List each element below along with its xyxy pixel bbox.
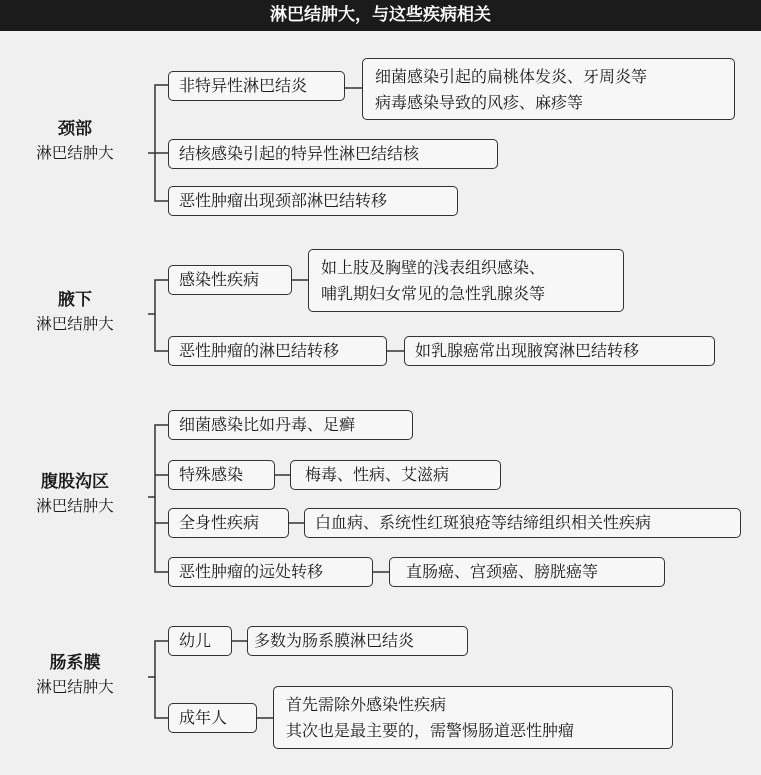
page-title: 淋巴结肿大，与这些疾病相关 — [0, 0, 761, 31]
mesentery-item-adult-detail: 首先需除外感染性疾病 其次也是最主要的，需警惕肠道恶性肿瘤 — [273, 686, 673, 749]
category-axilla — [0, 288, 150, 336]
mesentery-item-child-detail: 多数为肠系膜淋巴结炎 — [247, 626, 468, 656]
axilla-item-infection: 感染性疾病 — [168, 265, 292, 295]
neck-item-metastasis: 恶性肿瘤出现颈部淋巴结转移 — [168, 186, 458, 216]
mesentery-item-child: 幼儿 — [168, 626, 232, 656]
category-title: 颈部 — [58, 119, 92, 139]
neck-item-tuberculosis: 结核感染引起的特异性淋巴结结核 — [168, 139, 498, 169]
axilla-item-metastasis-detail: 如乳腺癌常出现腋窝淋巴结转移 — [404, 336, 715, 366]
groin-item-metastasis-detail: 直肠癌、宫颈癌、膀胱癌等 — [389, 557, 665, 587]
category-neck — [0, 117, 150, 165]
category-title: 腋下 — [58, 290, 92, 310]
groin-item-systemic: 全身性疾病 — [168, 508, 289, 538]
category-subtitle: 淋巴结肿大 — [36, 678, 114, 696]
category-groin — [0, 470, 150, 518]
category-title: 腹股沟区 — [41, 472, 109, 492]
groin-item-systemic-detail: 白血病、系统性红斑狼疮等结缔组织相关性疾病 — [304, 508, 741, 538]
category-mesentery — [0, 651, 150, 699]
axilla-item-infection-detail: 如上肢及胸壁的浅表组织感染、 哺乳期妇女常见的急性乳腺炎等 — [308, 249, 624, 312]
groin-item-metastasis: 恶性肿瘤的远处转移 — [168, 557, 373, 587]
category-subtitle: 淋巴结肿大 — [36, 144, 114, 162]
mesentery-item-adult: 成年人 — [168, 703, 257, 733]
category-subtitle: 淋巴结肿大 — [36, 497, 114, 515]
axilla-item-metastasis: 恶性肿瘤的淋巴结转移 — [168, 336, 387, 366]
groin-item-special-infection-detail: 梅毒、性病、艾滋病 — [290, 460, 501, 490]
groin-item-bacterial: 细菌感染比如丹毒、足癣 — [168, 410, 413, 440]
neck-item-nonspecific-detail: 细菌感染引起的扁桃体发炎、牙周炎等 病毒感染导致的风疹、麻疹等 — [362, 58, 735, 120]
neck-item-nonspecific: 非特异性淋巴结炎 — [168, 71, 345, 101]
category-subtitle: 淋巴结肿大 — [36, 315, 114, 333]
category-title: 肠系膜 — [49, 653, 101, 673]
groin-item-special-infection: 特殊感染 — [168, 460, 275, 490]
